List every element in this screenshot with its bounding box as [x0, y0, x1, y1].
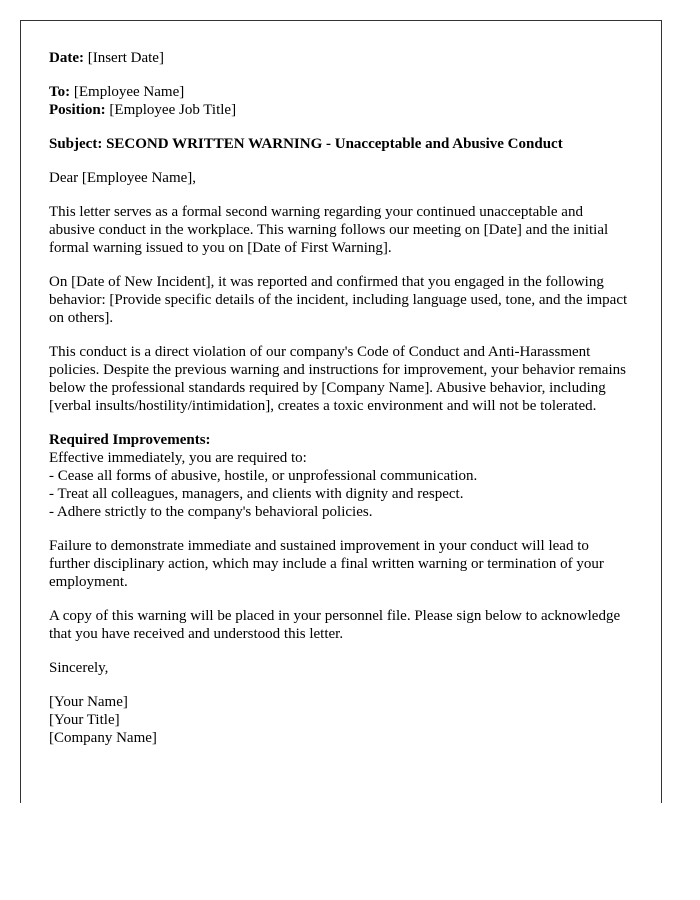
improvement-item: - Treat all colleagues, managers, and clients with dignity and respect.	[49, 486, 464, 502]
letter-page	[20, 20, 662, 803]
salutation: Dear [Employee Name],	[49, 170, 197, 186]
improvement-item: - Cease all forms of abusive, hostile, or unprofessional communication.	[49, 468, 478, 484]
position-line: Position: [Employee Job Title]	[49, 102, 237, 118]
signature-title: [Your Title]	[49, 712, 120, 728]
to-line: To: [Employee Name]	[49, 84, 185, 100]
signature-company: [Company Name]	[49, 730, 157, 746]
body-paragraph: This letter serves as a formal second warning regarding your continued unacceptable and abusive conduct in the workplace. This warning follows our meeting on [Date] and the initial formal warning issued to you on [Date of First Warning].	[49, 204, 609, 256]
improvements-section	[49, 431, 632, 521]
date-line: Date: [Insert Date]	[49, 50, 164, 66]
body-paragraph: This conduct is a direct violation of our company's Code of Conduct and Anti-Harassment policies. Despite the previous warning and instructions for improvement, your behavior remains below the professional standards required by [Company Name]. Abusive behavior, including [verbal insults/hostility/intimidation], creates a toxic environment and will not be tolerated.	[49, 344, 626, 414]
body-paragraph: On [Date of New Incident], it was reported and confirmed that you engaged in the following behavior: [Provide specific details of the incident, including language used, tone, and the impact on others].	[49, 274, 628, 326]
signature-block	[49, 693, 632, 747]
recipient-block	[49, 83, 632, 119]
improvement-item: - Adhere strictly to the company's behavioral policies.	[49, 504, 373, 520]
body-paragraph: A copy of this warning will be placed in your personnel file. Please sign below to acknowledge that you have received and understood this letter.	[49, 608, 621, 642]
signoff: Sincerely,	[49, 660, 109, 676]
improvements-heading: Required Improvements:	[49, 432, 211, 448]
improvements-intro: Effective immediately, you are required to:	[49, 450, 307, 466]
subject-line: Subject: SECOND WRITTEN WARNING - Unacceptable and Abusive Conduct	[49, 136, 563, 152]
signature-name: [Your Name]	[49, 694, 128, 710]
body-paragraph: Failure to demonstrate immediate and sustained improvement in your conduct will lead to further disciplinary action, which may include a final written warning or termination of your employment.	[49, 538, 604, 590]
